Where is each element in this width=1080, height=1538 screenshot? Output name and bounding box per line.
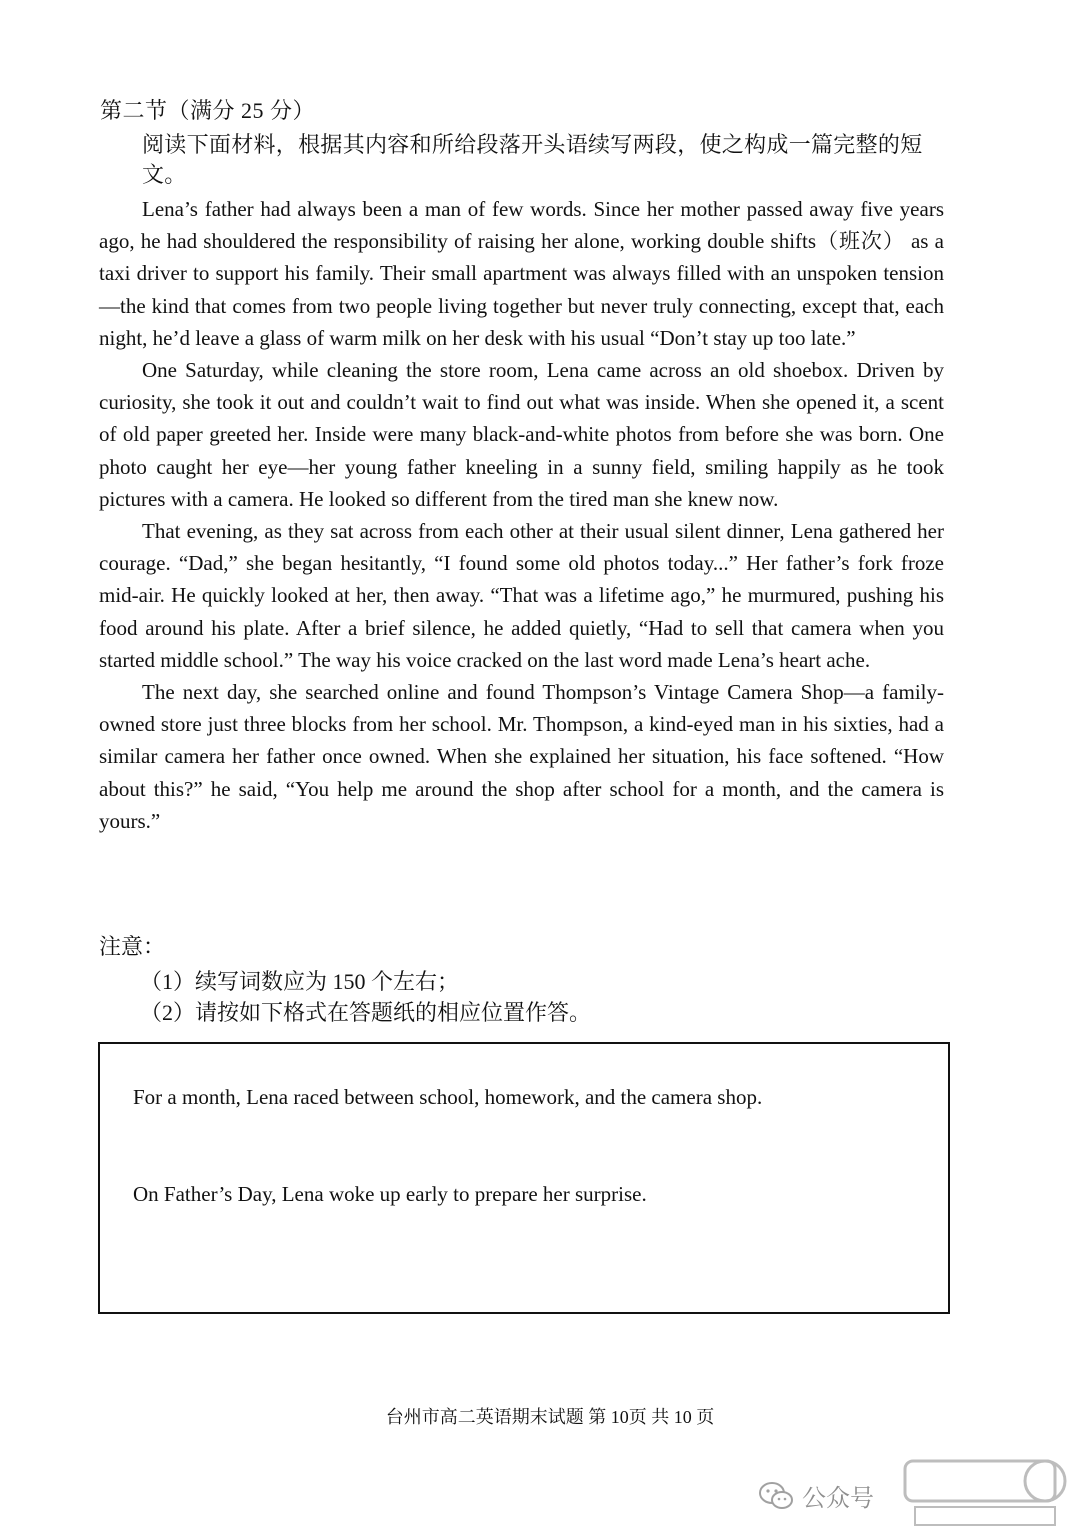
wechat-icon xyxy=(758,1481,794,1511)
notes-list xyxy=(140,966,591,1028)
section-instruction: 阅读下面材料，根据其内容和所给段落开头语续写两段，使之构成一篇完整的短文。 xyxy=(142,132,923,187)
answer-format-box xyxy=(98,1042,950,1314)
paragraph-opening-1: For a month, Lena raced between school, homework, and the camera shop. xyxy=(133,1085,763,1109)
note-item-2: （2）请按如下格式在答题纸的相应位置作答。 xyxy=(140,1000,592,1025)
site-logo-watermark xyxy=(895,1455,1075,1533)
note-item-1: （1）续写词数应为 150 个左右； xyxy=(140,969,460,994)
wechat-watermark xyxy=(758,1478,874,1513)
passage-paragraph-2: One Saturday, while cleaning the store room, Lena came across an old shoebox. Driven by curiosity, she took it out and couldn’t wait to find out what was inside. When she opened it, a scent of old paper greeted her. Inside were many black-and-white photos from before she was born. One photo caught her eye—her young father kneeling in a sunny field, smiling happily as he took pictures with a camera. He looked so different from the tired man she knew now. xyxy=(99,358,944,511)
page-footer: 台州市高二英语期末试题 第 10页 共 10 页 xyxy=(385,1407,715,1427)
passage-paragraph-4: The next day, she searched online and found Thompson’s Vintage Camera Shop—a family-owned store just three blocks from her school. Mr. Thompson, a kind-eyed man in his sixties, had a similar camera her father once owned. When she explained her situation, his face softened. “How about this?” he said, “You help me around the shop after school for a month, and the camera is yours.” xyxy=(99,680,944,833)
notes-title: 注意： xyxy=(99,934,166,959)
passage-paragraph-1: Lena’s father had always been a man of few words. Since her mother passed away five years ago, he had shouldered the responsibility of raising her alone, working double shifts（班次） as a taxi driver to support his family. Their small apartment was always filled with an unspoken tension—the kind that comes from two people living together but never truly connecting, except that, each night, he’d leave a glass of warm milk on her desk with his usual “Don’t stay up too late.” xyxy=(99,197,944,350)
passage-paragraph-3: That evening, as they sat across from each other at their usual silent dinner, Lena gathered her courage. “Dad,” she began hesitantly, “I found some old photos today...” Her father’s fork froze mid-air. He quickly looked at her, then away. “That was a lifetime ago,” he murmured, pushing his food around his plate. After a brief silence, he added quietly, “Had to sell that camera when you started middle school.” The way his voice cracked on the last word made Lena’s heart ache. xyxy=(99,519,944,672)
paragraph-opening-2: On Father’s Day, Lena woke up early to prepare her surprise. xyxy=(133,1182,647,1206)
wechat-label: 公众号 xyxy=(802,1484,874,1512)
section-title: 第二节（满分 25 分） xyxy=(100,98,316,123)
reading-passage xyxy=(99,193,944,837)
